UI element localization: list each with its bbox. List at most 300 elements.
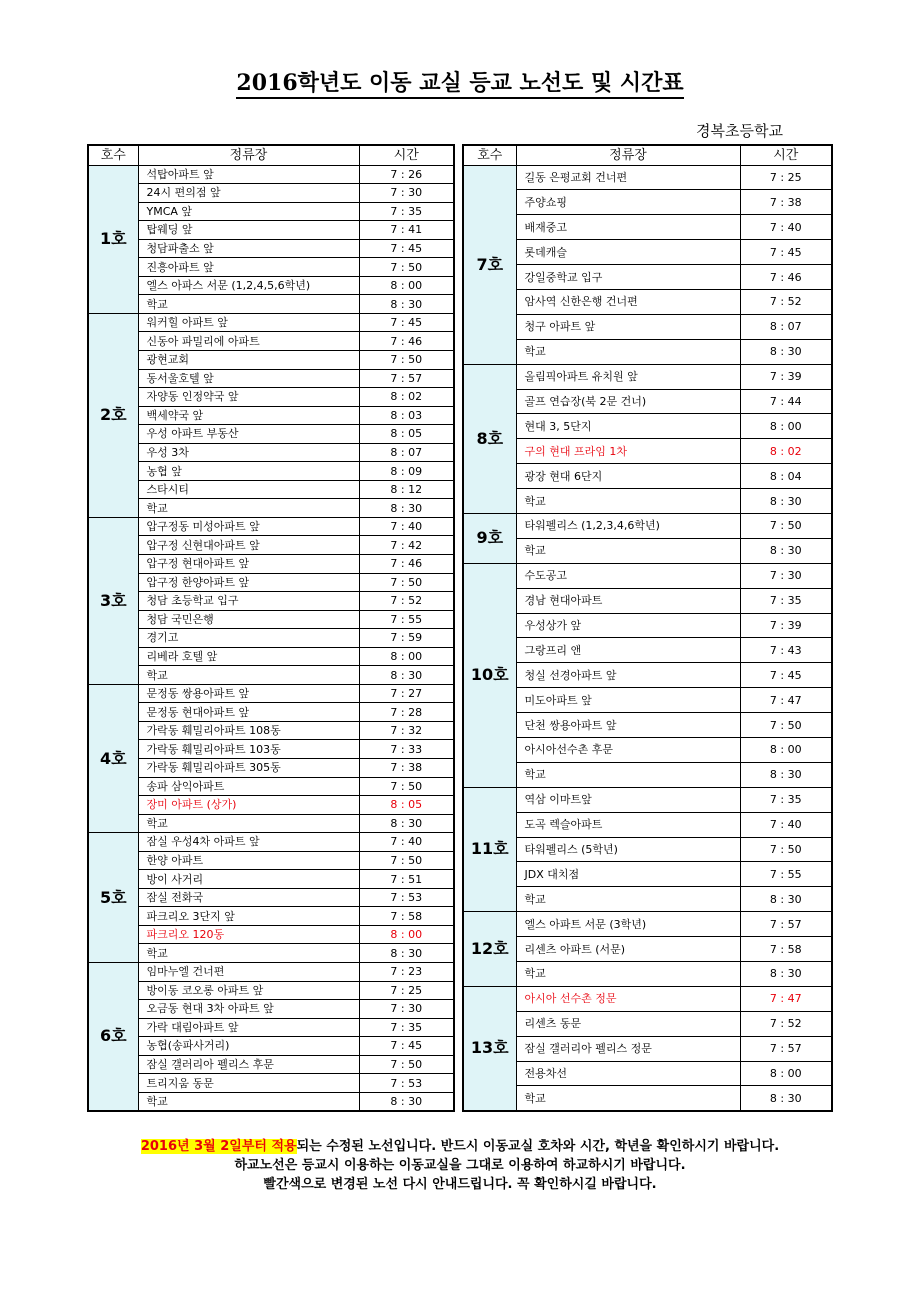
table-row (88, 221, 454, 240)
stop-name: 송파 삼익아파트 (138, 777, 359, 796)
table-row (463, 962, 832, 987)
stop-time: 8 : 30 (740, 339, 832, 364)
stop-time: 8 : 30 (740, 1086, 832, 1111)
stop-name: 자양동 인정약국 앞 (138, 388, 359, 407)
stop-time: 7 : 50 (359, 573, 454, 592)
stop-time: 7 : 23 (359, 963, 454, 982)
table-row (88, 536, 454, 555)
route-number: 8호 (463, 364, 516, 513)
stop-name: 오금동 현대 3차 아파트 앞 (138, 1000, 359, 1019)
stop-name: 역삼 이마트앞 (516, 787, 740, 812)
stop-name: 압구정 현대아파트 앞 (138, 554, 359, 573)
stop-time: 7 : 50 (359, 1055, 454, 1074)
stop-name: 학교 (138, 499, 359, 518)
route-number: 6호 (88, 963, 138, 1111)
stop-time: 7 : 30 (359, 184, 454, 203)
stop-name: 학교 (516, 887, 740, 912)
stop-time: 7 : 44 (740, 389, 832, 414)
stop-time: 7 : 39 (740, 613, 832, 638)
stop-name: 학교 (516, 1086, 740, 1111)
stop-time: 7 : 40 (740, 215, 832, 240)
route-number: 4호 (88, 684, 138, 832)
table-row (463, 364, 832, 389)
stop-name: 리센츠 동문 (516, 1011, 740, 1036)
stop-time: 8 : 30 (740, 538, 832, 563)
table-row (88, 870, 454, 889)
table-row (463, 663, 832, 688)
stop-time: 7 : 58 (740, 937, 832, 962)
stop-name: 롯데캐슬 (516, 240, 740, 265)
stop-time: 7 : 45 (359, 313, 454, 332)
table-row (88, 851, 454, 870)
stop-time: 8 : 07 (359, 443, 454, 462)
page-title: 2016학년도 이동 교실 등교 노선도 및 시간표 (0, 66, 920, 97)
table-row (88, 480, 454, 499)
table-row (463, 713, 832, 738)
stop-time: 8 : 30 (359, 666, 454, 685)
table-row (88, 814, 454, 833)
stop-time: 8 : 03 (359, 406, 454, 425)
stop-name: 가락동 훼밀리아파트 108동 (138, 721, 359, 740)
table-row (463, 812, 832, 837)
table-row (463, 1036, 832, 1061)
table-row (88, 740, 454, 759)
stop-name: 청담 초등학교 입구 (138, 592, 359, 611)
table-row (463, 215, 832, 240)
table-row (463, 439, 832, 464)
table-row (88, 759, 454, 778)
notice-line-2: 하교노선은 등교시 이용하는 이동교실을 그대로 이용하여 하교하시기 바랍니다. (234, 1158, 686, 1173)
table-row (88, 925, 454, 944)
route-number: 1호 (88, 165, 138, 313)
stop-time: 7 : 46 (359, 332, 454, 351)
stop-name: 동서울호텔 앞 (138, 369, 359, 388)
notice (0, 1137, 920, 1194)
stop-name: 신동아 파밀리에 아파트 (138, 332, 359, 351)
stop-time: 7 : 32 (359, 721, 454, 740)
table-row (88, 499, 454, 518)
table-row (88, 1000, 454, 1019)
table-row (88, 1092, 454, 1111)
table-row (463, 414, 832, 439)
stop-name: 학교 (138, 1092, 359, 1111)
stop-time: 7 : 25 (359, 981, 454, 1000)
stop-time: 8 : 07 (740, 314, 832, 339)
stop-name: 가락동 훼밀리아파트 305동 (138, 759, 359, 778)
stop-name: 한양 아파트 (138, 851, 359, 870)
stop-time: 7 : 27 (359, 684, 454, 703)
stop-name: 리베라 호텔 앞 (138, 647, 359, 666)
stop-name: 현대 3, 5단지 (516, 414, 740, 439)
stop-time: 8 : 30 (359, 499, 454, 518)
stop-time: 7 : 45 (740, 663, 832, 688)
table-row (463, 513, 832, 538)
stop-time: 7 : 40 (359, 833, 454, 852)
notice-highlight: 2016년 3월 2일부터 적용 (140, 1139, 297, 1154)
stop-time: 8 : 30 (359, 814, 454, 833)
stop-name: 워커힐 아파트 앞 (138, 313, 359, 332)
stop-time: 7 : 35 (740, 588, 832, 613)
stop-time: 8 : 02 (359, 388, 454, 407)
stop-time: 8 : 04 (740, 464, 832, 489)
stop-name: 타워펠리스 (1,2,3,4,6학년) (516, 513, 740, 538)
stop-time: 8 : 30 (740, 887, 832, 912)
stop-name: 광장 현대 6단지 (516, 464, 740, 489)
stop-time: 7 : 53 (359, 1074, 454, 1093)
stop-name: YMCA 앞 (138, 202, 359, 221)
table-row (88, 1018, 454, 1037)
stop-time: 7 : 45 (359, 239, 454, 258)
stop-name: 광현교회 (138, 350, 359, 369)
table-row (88, 629, 454, 648)
left-route-body (88, 165, 454, 1111)
route-number: 13호 (463, 986, 516, 1110)
table-row (88, 796, 454, 815)
table-row (88, 332, 454, 351)
stop-name: 아시아 선수촌 정문 (516, 986, 740, 1011)
stop-time: 8 : 30 (740, 962, 832, 987)
table-row (463, 937, 832, 962)
stop-name: 골프 연습장(북 2문 건너) (516, 389, 740, 414)
stop-name: 방이동 코오롱 아파트 앞 (138, 981, 359, 1000)
stop-name: 잠실 갤러리아 펠리스 정문 (516, 1036, 740, 1061)
stop-time: 7 : 50 (359, 777, 454, 796)
route-number: 12호 (463, 912, 516, 987)
stop-name: 청담파출소 앞 (138, 239, 359, 258)
stop-name: 단천 쌍용아파트 앞 (516, 713, 740, 738)
header-route: 호수 (88, 145, 138, 165)
table-row (463, 638, 832, 663)
stop-time: 7 : 52 (740, 1011, 832, 1036)
table-row (88, 573, 454, 592)
table-row (463, 737, 832, 762)
stop-time: 7 : 50 (359, 851, 454, 870)
table-row (88, 963, 454, 982)
table-row (88, 517, 454, 536)
table-row (463, 1061, 832, 1086)
stop-name: 청구 아파트 앞 (516, 314, 740, 339)
header-stop: 정류장 (516, 145, 740, 165)
table-row (88, 907, 454, 926)
table-row (88, 202, 454, 221)
table-row (463, 563, 832, 588)
stop-name: 학교 (138, 666, 359, 685)
stop-time: 7 : 50 (740, 513, 832, 538)
table-row (463, 538, 832, 563)
route-number: 5호 (88, 833, 138, 963)
table-row (88, 684, 454, 703)
stop-time: 7 : 50 (359, 258, 454, 277)
stop-time: 8 : 09 (359, 462, 454, 481)
stop-time: 7 : 43 (740, 638, 832, 663)
stop-time: 7 : 47 (740, 688, 832, 713)
stop-time: 8 : 05 (359, 796, 454, 815)
stop-time: 7 : 45 (359, 1037, 454, 1056)
table-row (88, 944, 454, 963)
stop-time: 7 : 53 (359, 888, 454, 907)
notice-line-3: 빨간색으로 변경된 노선 다시 안내드립니다. 꼭 확인하시길 바랍니다. (263, 1177, 657, 1192)
stop-name: 진흥아파트 앞 (138, 258, 359, 277)
stop-name: 가락 대림아파트 앞 (138, 1018, 359, 1037)
stop-name: 학교 (138, 295, 359, 314)
stop-name: 잠실 갤러리아 펠리스 후문 (138, 1055, 359, 1074)
stop-time: 7 : 40 (359, 517, 454, 536)
stop-name: 엘스 아파스 서문 (1,2,4,5,6학년) (138, 276, 359, 295)
stop-name: 우성상가 앞 (516, 613, 740, 638)
stop-name: 학교 (516, 339, 740, 364)
table-header-row (463, 145, 832, 165)
table-row (463, 240, 832, 265)
stop-name: 석탑아파트 앞 (138, 165, 359, 184)
route-number: 2호 (88, 313, 138, 517)
stop-time: 8 : 00 (359, 276, 454, 295)
stop-name: 학교 (138, 944, 359, 963)
table-row (88, 666, 454, 685)
stop-name: 문정동 쌍용아파트 앞 (138, 684, 359, 703)
stop-name: 배재중고 (516, 215, 740, 240)
stop-time: 8 : 00 (740, 737, 832, 762)
stop-time: 7 : 45 (740, 240, 832, 265)
stop-time: 7 : 52 (359, 592, 454, 611)
stop-name: 주양쇼핑 (516, 190, 740, 215)
table-row (463, 165, 832, 190)
stop-name: 청담 국민은행 (138, 610, 359, 629)
stop-time: 7 : 47 (740, 986, 832, 1011)
header-time: 시간 (740, 145, 832, 165)
stop-time: 8 : 30 (740, 762, 832, 787)
stop-name: 탑웨딩 앞 (138, 221, 359, 240)
table-row (463, 314, 832, 339)
route-number: 7호 (463, 165, 516, 364)
stop-time: 8 : 30 (359, 1092, 454, 1111)
table-row (88, 777, 454, 796)
stop-name: 잠실 전화국 (138, 888, 359, 907)
stop-time: 7 : 55 (740, 862, 832, 887)
table-row (463, 613, 832, 638)
stop-time: 7 : 46 (359, 554, 454, 573)
stop-name: 전용차선 (516, 1061, 740, 1086)
stop-time: 8 : 02 (740, 439, 832, 464)
stop-time: 7 : 30 (740, 563, 832, 588)
header-stop: 정류장 (138, 145, 359, 165)
stop-name: 잠실 우성4차 아파트 앞 (138, 833, 359, 852)
stop-time: 8 : 05 (359, 425, 454, 444)
stop-time: 7 : 41 (359, 221, 454, 240)
stop-time: 7 : 35 (359, 1018, 454, 1037)
table-row (88, 462, 454, 481)
route-number: 3호 (88, 517, 138, 684)
table-row (463, 986, 832, 1011)
stop-time: 8 : 00 (740, 414, 832, 439)
stop-time: 8 : 30 (359, 944, 454, 963)
table-row (88, 369, 454, 388)
table-row (463, 688, 832, 713)
stop-name: 엘스 아파트 서문 (3학년) (516, 912, 740, 937)
stop-name: 타워펠리스 (5학년) (516, 837, 740, 862)
table-row (463, 912, 832, 937)
stop-name: 문정동 현대아파트 앞 (138, 703, 359, 722)
header-time: 시간 (359, 145, 454, 165)
stop-time: 7 : 57 (740, 912, 832, 937)
stop-name: 학교 (516, 489, 740, 514)
stop-name: 강일중학교 입구 (516, 265, 740, 290)
table-row (88, 165, 454, 184)
table-row (88, 554, 454, 573)
stop-name: 압구정동 미성아파트 앞 (138, 517, 359, 536)
stop-time: 7 : 57 (359, 369, 454, 388)
table-row (463, 887, 832, 912)
stop-time: 8 : 30 (359, 295, 454, 314)
stop-name: 임마누엘 건너편 (138, 963, 359, 982)
stop-name: 암사역 신한은행 건너편 (516, 289, 740, 314)
stop-time: 7 : 25 (740, 165, 832, 190)
stop-time: 7 : 35 (740, 787, 832, 812)
stop-time: 7 : 50 (359, 350, 454, 369)
table-row (463, 265, 832, 290)
stop-name: 농협 앞 (138, 462, 359, 481)
stop-time: 7 : 55 (359, 610, 454, 629)
table-row (463, 190, 832, 215)
stop-name: 가락동 훼밀리아파트 103동 (138, 740, 359, 759)
stop-time: 7 : 38 (740, 190, 832, 215)
table-row (463, 1011, 832, 1036)
stop-time: 7 : 50 (740, 837, 832, 862)
notice-line-1 (0, 1137, 920, 1156)
stop-time: 7 : 40 (740, 812, 832, 837)
table-row (88, 406, 454, 425)
stop-time: 8 : 00 (740, 1061, 832, 1086)
stop-time: 7 : 35 (359, 202, 454, 221)
stop-name: 수도공고 (516, 563, 740, 588)
stop-name: 백세약국 앞 (138, 406, 359, 425)
right-route-body (463, 165, 832, 1111)
stop-time: 7 : 42 (359, 536, 454, 555)
table-row (88, 295, 454, 314)
stop-time: 7 : 50 (740, 713, 832, 738)
stop-name: 학교 (516, 762, 740, 787)
stop-name: 학교 (516, 962, 740, 987)
stop-time: 7 : 58 (359, 907, 454, 926)
table-row (88, 184, 454, 203)
route-number: 11호 (463, 787, 516, 911)
stop-name: 압구정 신현대아파트 앞 (138, 536, 359, 555)
stop-name: 학교 (138, 814, 359, 833)
table-row (463, 489, 832, 514)
table-row (88, 703, 454, 722)
stop-time: 7 : 51 (359, 870, 454, 889)
stop-name: 우성 아파트 부동산 (138, 425, 359, 444)
table-row (463, 389, 832, 414)
table-row (88, 258, 454, 277)
table-row (88, 647, 454, 666)
stop-name: 농협(송파사거리) (138, 1037, 359, 1056)
stop-name: 청실 선경아파트 앞 (516, 663, 740, 688)
stop-time: 7 : 26 (359, 165, 454, 184)
stop-name: 올림픽아파트 유치원 앞 (516, 364, 740, 389)
table-row (463, 787, 832, 812)
table-row (88, 1037, 454, 1056)
left-route-table (87, 144, 455, 1112)
stop-name: 그랑프리 앤 (516, 638, 740, 663)
stop-time: 7 : 57 (740, 1036, 832, 1061)
stop-time: 8 : 00 (359, 647, 454, 666)
table-row (463, 339, 832, 364)
table-row (88, 833, 454, 852)
table-row (463, 762, 832, 787)
stop-time: 7 : 59 (359, 629, 454, 648)
table-row (88, 388, 454, 407)
table-row (88, 443, 454, 462)
stop-name: JDX 대치점 (516, 862, 740, 887)
table-header-row (88, 145, 454, 165)
notice-line-1-text: 되는 수정된 노선입니다. 반드시 이동교실 호차와 시간, 학년을 확인하시기 바랍니다. (296, 1139, 780, 1154)
stop-name: 압구정 한양아파트 앞 (138, 573, 359, 592)
school-name: 경복초등학교 (696, 122, 783, 140)
table-row (463, 837, 832, 862)
route-number: 10호 (463, 563, 516, 787)
stop-name: 학교 (516, 538, 740, 563)
stop-time: 8 : 30 (740, 489, 832, 514)
table-row (88, 610, 454, 629)
stop-name: 경기고 (138, 629, 359, 648)
table-row (463, 1086, 832, 1111)
table-row (88, 276, 454, 295)
stop-name: 방이 사거리 (138, 870, 359, 889)
table-row (88, 981, 454, 1000)
stop-time: 7 : 38 (359, 759, 454, 778)
stop-time: 7 : 30 (359, 1000, 454, 1019)
table-row (463, 464, 832, 489)
stop-name: 리센츠 아파트 (서문) (516, 937, 740, 962)
table-row (88, 425, 454, 444)
table-row (88, 1074, 454, 1093)
table-row (88, 350, 454, 369)
table-row (88, 592, 454, 611)
stop-time: 7 : 33 (359, 740, 454, 759)
stop-time: 7 : 39 (740, 364, 832, 389)
stop-name: 경남 현대아파트 (516, 588, 740, 613)
stop-name: 파크리오 120동 (138, 925, 359, 944)
stop-time: 7 : 52 (740, 289, 832, 314)
stop-time: 8 : 12 (359, 480, 454, 499)
table-row (463, 289, 832, 314)
stop-name: 파크리오 3단지 앞 (138, 907, 359, 926)
stop-time: 7 : 46 (740, 265, 832, 290)
stop-name: 트리지움 동문 (138, 1074, 359, 1093)
stop-name: 구의 현대 프라임 1차 (516, 439, 740, 464)
table-row (88, 721, 454, 740)
table-row (463, 588, 832, 613)
table-row (88, 313, 454, 332)
stop-time: 8 : 00 (359, 925, 454, 944)
header-route: 호수 (463, 145, 516, 165)
stop-name: 길동 은평교회 건너편 (516, 165, 740, 190)
stop-name: 미도아파트 앞 (516, 688, 740, 713)
table-row (88, 888, 454, 907)
table-row (463, 862, 832, 887)
stop-name: 아시아선수촌 후문 (516, 737, 740, 762)
right-route-table (462, 144, 833, 1112)
stop-name: 24시 편의점 앞 (138, 184, 359, 203)
stop-time: 7 : 28 (359, 703, 454, 722)
table-row (88, 1055, 454, 1074)
table-row (88, 239, 454, 258)
stop-name: 장미 아파트 (상가) (138, 796, 359, 815)
stop-name: 도곡 렉슬아파트 (516, 812, 740, 837)
route-number: 9호 (463, 513, 516, 563)
stop-name: 우성 3차 (138, 443, 359, 462)
stop-name: 스타시티 (138, 480, 359, 499)
